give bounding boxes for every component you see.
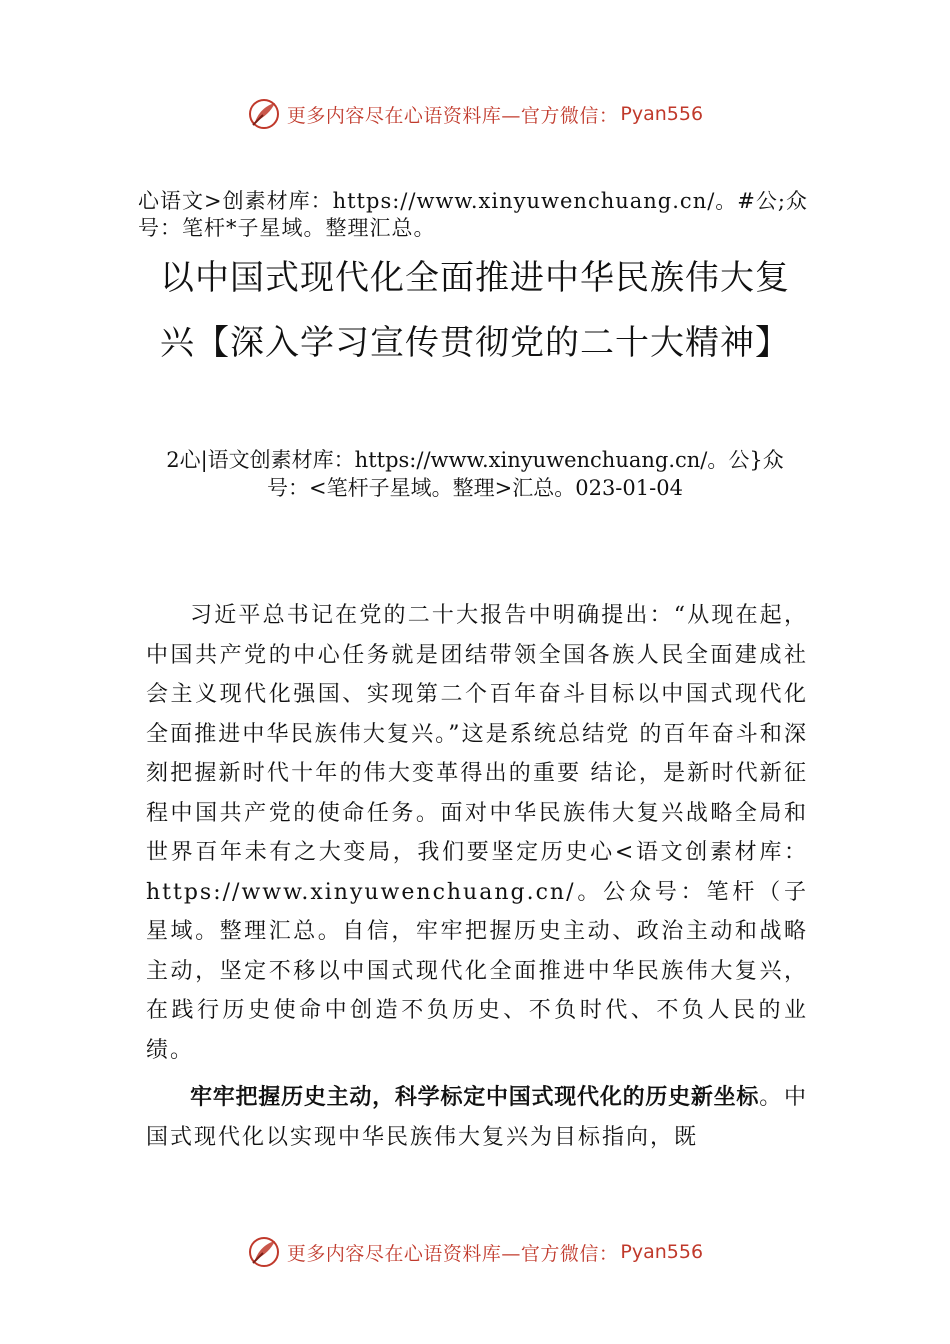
paragraph-1: 习近平总书记在党的二十大报告中明确提出：“从现在起，中国共产党的中心任务就是团结带领全国各族人民全面建成社会主义现代化强国、实现第二个百年奋斗目标以中国式现代化全面推进中华民族伟大复兴。”这是系统总结党 的百年奋斗和深刻把握新时代十年的伟大变革得出的重要 结论，是新时代新征程中国共产党的使命任务。面对中华民族伟大复兴战略全局和世界百年未有之大变局，我们要坚定历史心<语文创素材库：https://www.xinyuwenchuang.cn/。公众号：笔杆（子星域。整理汇总。自信，牢牢把握历史主动、政治主动和战略主动，坚定不移以中国式现代化全面推进中华民族伟大复兴，在践行历史使命中创造不负历史、不负时代、不负人民的业绩。 xyxy=(146,603,808,1063)
header-banner xyxy=(0,94,950,134)
quill-leaf-logo-icon xyxy=(247,1235,281,1269)
banner-wechat-id: Pyan556 xyxy=(620,1241,704,1263)
paragraph-2 xyxy=(146,1078,808,1157)
paragraph-2-lead: 牢牢把握历史主动，科学标定中国式现代化的历史新坐标 xyxy=(190,1085,760,1110)
banner-text: 更多内容尽在心语资料库—官方微信： xyxy=(286,1242,619,1265)
banner-text: 更多内容尽在心语资料库—官方微信： xyxy=(286,104,619,127)
source-line: 心语文>创素材库：https://www.xinyuwenchuang.cn/。#公;众号：笔杆*子星域。整理汇总。 xyxy=(138,189,808,240)
quill-leaf-logo-icon xyxy=(247,97,281,131)
document-meta: 2心|语文创素材库：https://www.xinyuwenchuang.cn/。公}众号：<笔杆子星域。整理>汇总。023-01-04 xyxy=(166,448,784,500)
document-title: 以中国式现代化全面推进中华民族伟大复兴【深入学习宣传贯彻党的二十大精神】 xyxy=(160,258,790,363)
document-body xyxy=(146,596,808,1157)
footer-banner xyxy=(0,1232,950,1272)
banner-wechat-id: Pyan556 xyxy=(620,103,704,125)
paragraph-2-rest: 。中国式现代化以实现中华民族伟大复兴为目标指向，既 xyxy=(146,1085,808,1150)
